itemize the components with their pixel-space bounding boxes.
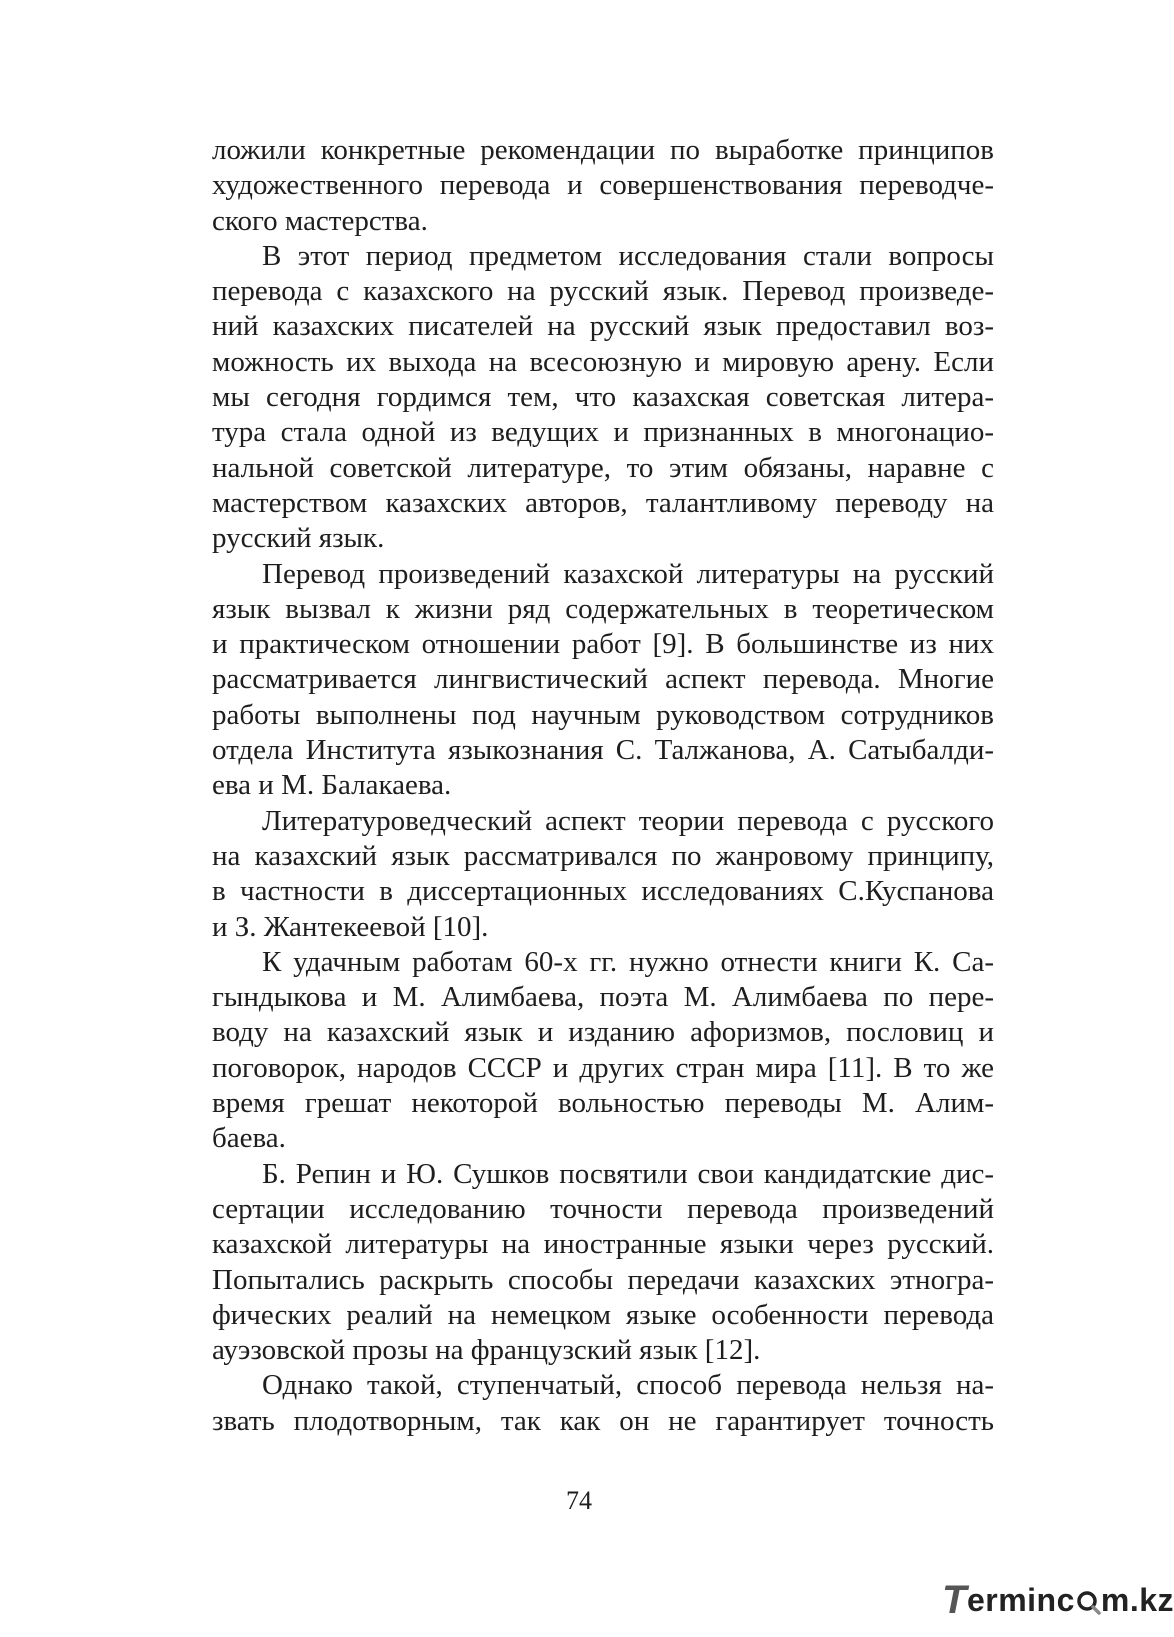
text-line: баева. [212, 1122, 286, 1155]
text-line: В этот период предметом исследования стали вопросы [262, 239, 994, 272]
watermark-text: erminc [966, 1581, 1075, 1618]
text-line: и З. Жантекеевой [10]. [212, 910, 489, 943]
paragraph [212, 239, 994, 557]
text-line: русский язык. [212, 522, 385, 555]
watermark-suffix: m.kz [1100, 1581, 1174, 1618]
text-line: рассматривается лингвистический аспект перевода. Многие [212, 663, 994, 696]
termincom-watermark-logo [942, 1572, 1174, 1628]
text-line: Перевод произведений казахской литературы на русский [262, 557, 994, 590]
text-line: сертации исследованию точности перевода произведений [212, 1192, 994, 1225]
text-line: перевода с казахского на русский язык. Перевод произведе- [212, 275, 994, 308]
paragraph [212, 557, 994, 804]
text-line: поговорок, народов СССР и других стран мира [11]. В то же [212, 1051, 994, 1084]
paragraph [212, 1157, 994, 1369]
text-line: язык вызвал к жизни ряд содержательных в теоретическом [212, 592, 994, 625]
text-line: ева и М. Балакаева. [212, 769, 452, 802]
text-line: нальной советской литературе, то этим обязаны, наравне с [212, 451, 994, 484]
text-line: воду на казахский язык и изданию афоризмов, пословиц и [212, 1016, 994, 1049]
text-line: в частности в диссертационных исследованиях С.Куспанова [212, 875, 994, 908]
text-line: ложили конкретные рекомендации по выработке принципов [212, 134, 994, 166]
paragraph [212, 133, 994, 239]
text-line: тура стала одной из ведущих и признанных в многонацио- [212, 416, 994, 449]
text-line: К удачным работам 60-х гг. нужно отнести книги К. Са- [262, 945, 994, 978]
text-line: работы выполнены под научным руководством сотрудников [212, 698, 994, 731]
text-line: ауэзовской прозы на французский язык [12]. [212, 1334, 761, 1367]
text-line: Однако такой, ступенчатый, способ перевода нельзя на- [262, 1369, 994, 1402]
text-line: гындыкова и М. Алимбаева, поэта М. Алимбаева по пере- [212, 981, 994, 1014]
text-line: казахской литературы на иностранные языки через русский. [212, 1228, 994, 1261]
text-line: ского мастерства. [212, 204, 428, 237]
text-line: мы сегодня гордимся тем, что казахская советская литера- [212, 381, 994, 414]
page-number: 74 [566, 1486, 592, 1515]
magnifier-o-icon [1075, 1585, 1101, 1615]
page-body [212, 133, 994, 1439]
text-line: Попытались раскрыть способы передачи казахских этногра- [212, 1263, 994, 1296]
text-line: и практическом отношении работ [9]. В большинстве из них [212, 628, 994, 661]
paragraph [212, 804, 994, 945]
text-line: на казахский язык рассматривался по жанровому принципу, [212, 839, 994, 872]
text-line: художественного перевода и совершенствования переводче- [212, 169, 994, 202]
text-line: ний казахских писателей на русский язык предоставил воз- [212, 310, 994, 343]
text-line: Литературоведческий аспект теории перевода с русского [262, 804, 994, 837]
paragraph [212, 1368, 994, 1439]
watermark-first-letter: T [942, 1577, 967, 1622]
text-line: фических реалий на немецком языке особенности перевода [212, 1298, 994, 1331]
text-line: мастерством казахских авторов, талантливому переводу на [212, 486, 994, 519]
text-line: звать плодотворным, так как он не гарантирует точность [212, 1404, 994, 1437]
text-line: можность их выхода на всесоюзную и мировую арену. Если [212, 345, 994, 378]
text-line: время грешат некоторой вольностью переводы М. Алим- [212, 1087, 994, 1120]
text-line: отдела Института языкознания С. Талжанова, А. Сатыбалди- [212, 734, 994, 767]
paragraph [212, 945, 994, 1157]
text-line: Б. Репин и Ю. Сушков посвятили свои кандидатские дис- [262, 1157, 994, 1190]
